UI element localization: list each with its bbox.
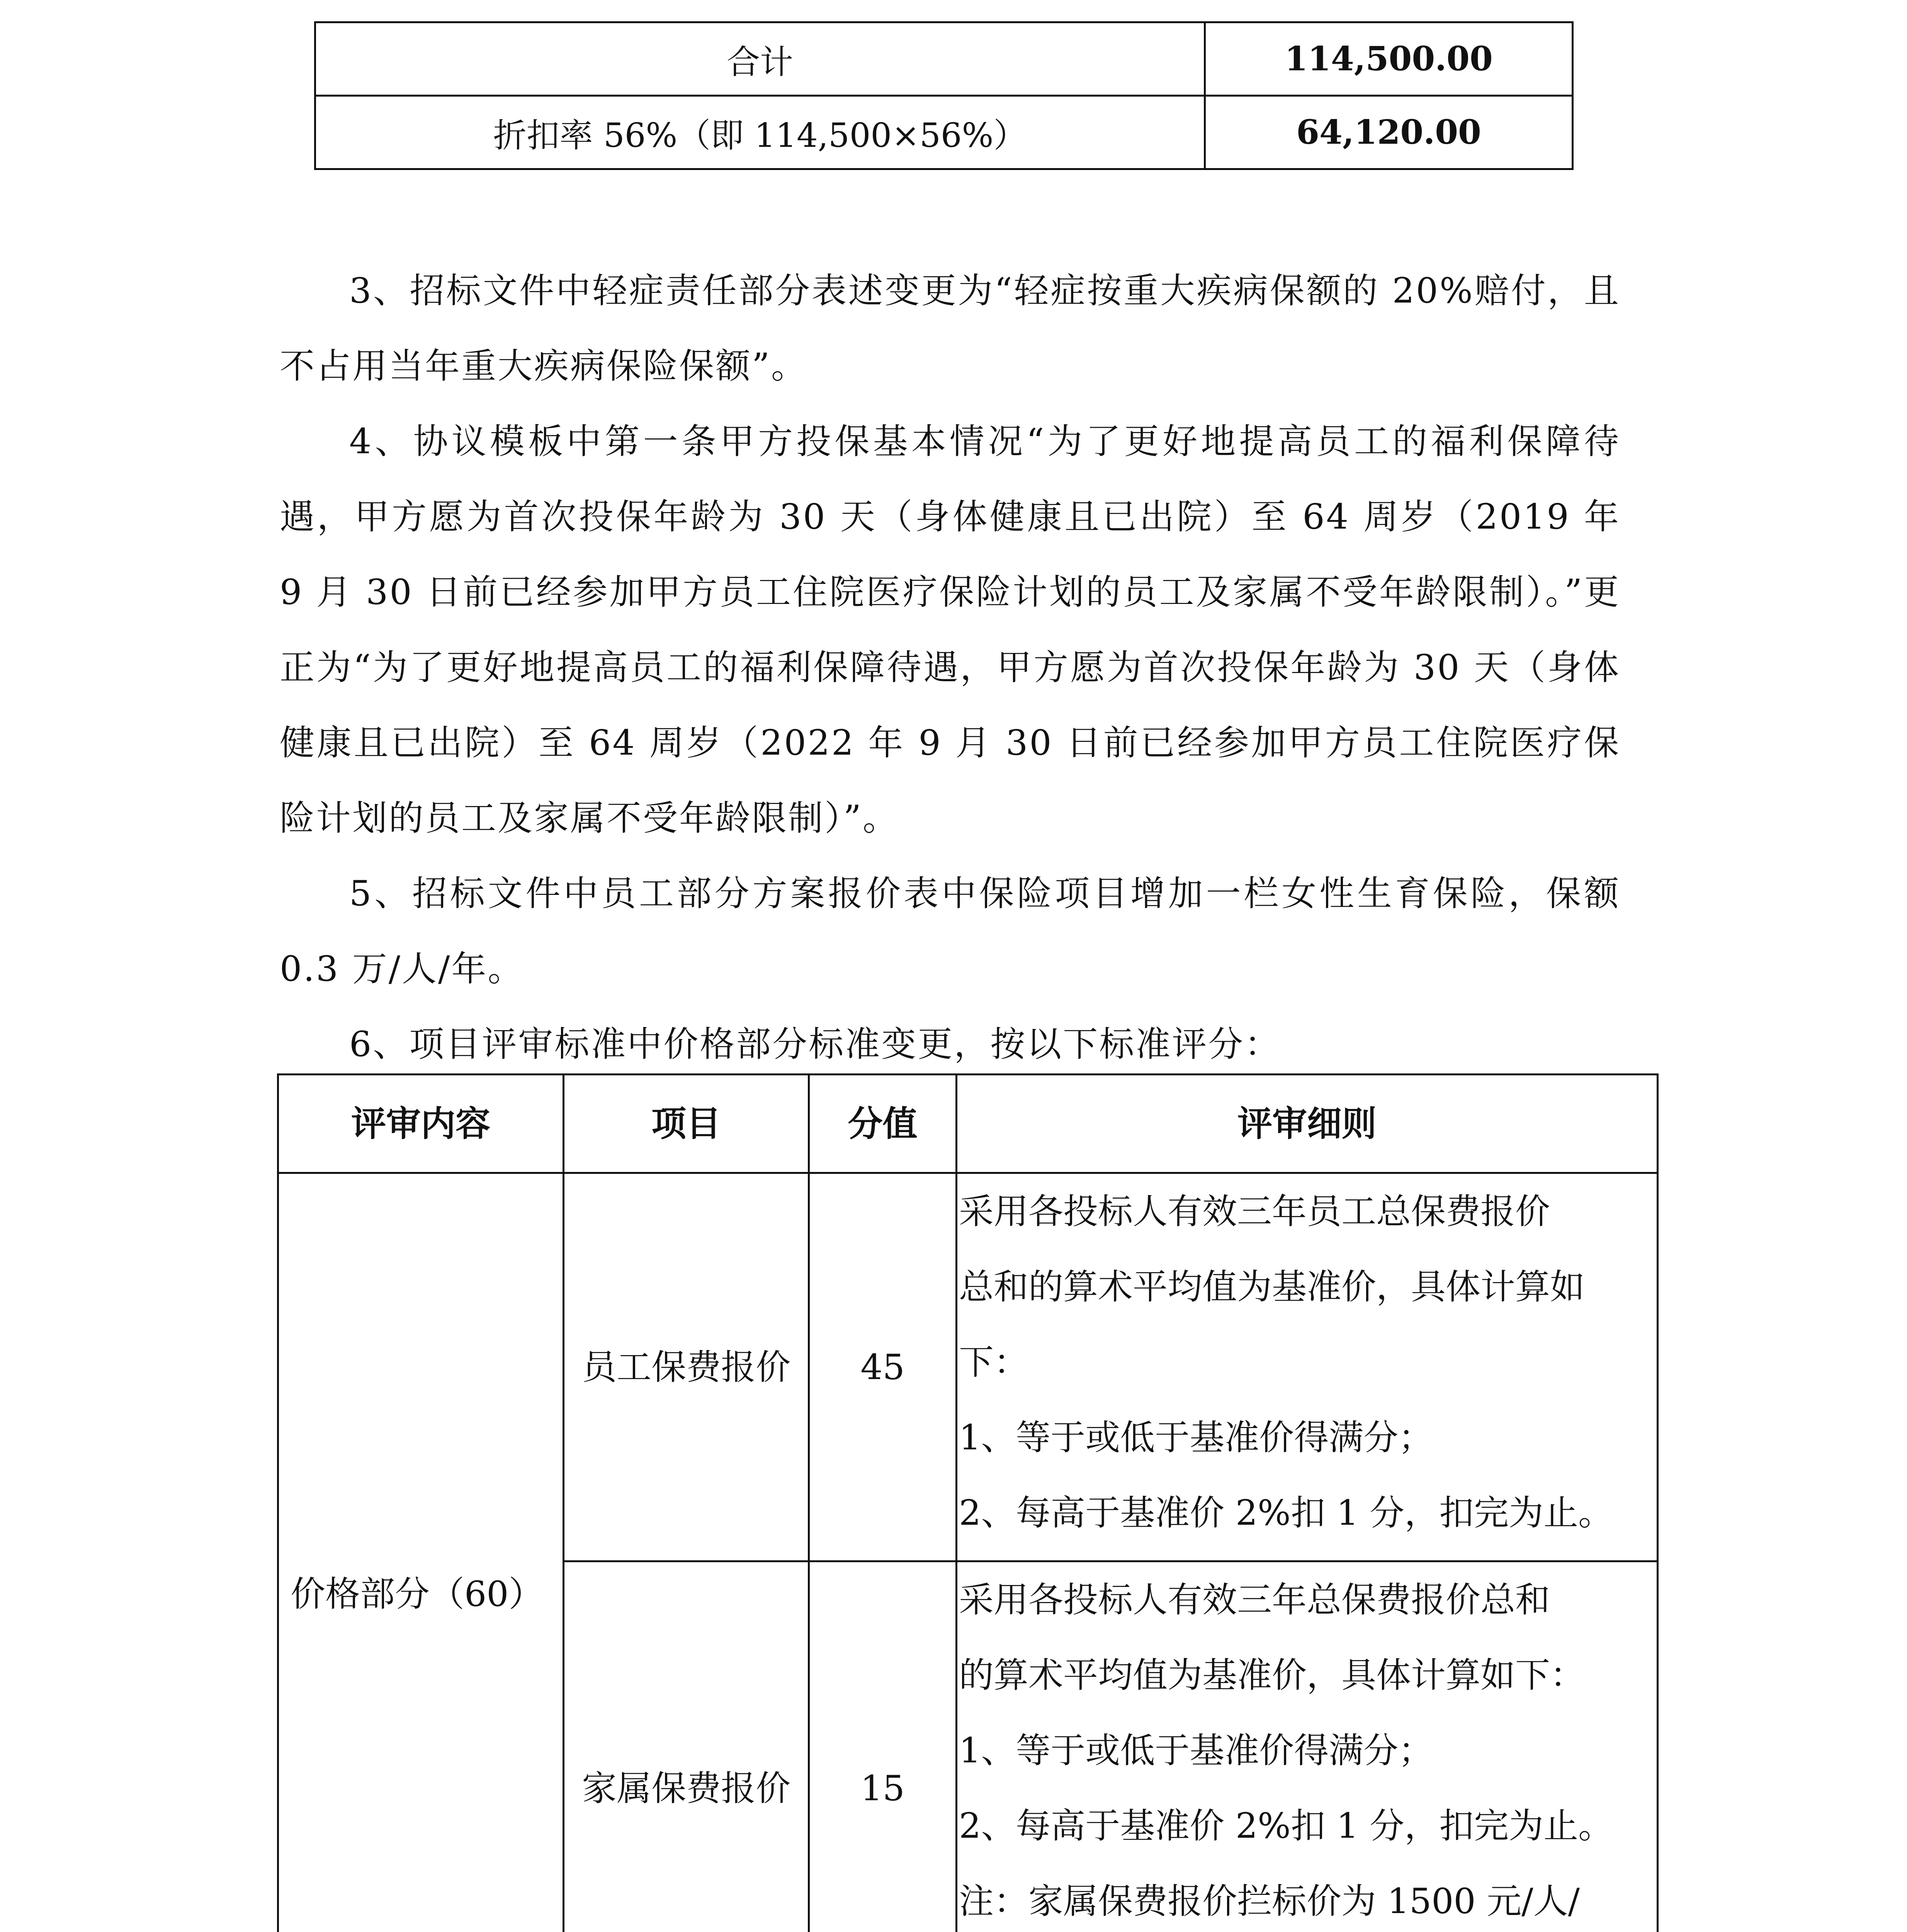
discount-value: 64,120.00 bbox=[1205, 96, 1573, 169]
score-cell: 45 bbox=[809, 1173, 957, 1561]
rules-cell bbox=[957, 1173, 1658, 1561]
rule-line: 下： bbox=[959, 1342, 1029, 1383]
paragraph-3: 3、招标文件中轻症责任部分表述变更为“轻症按重大疾病保额的 20%赔付，且不占用当年重大疾病保险保额”。 bbox=[280, 270, 1620, 386]
rule-line: 采用各投标人有效三年员工总保费报价 bbox=[959, 1191, 1550, 1232]
total-label: 合计 bbox=[315, 22, 1205, 96]
rules-cell bbox=[957, 1561, 1658, 1932]
table-row bbox=[278, 1173, 1658, 1561]
paragraph-4: 4、协议模板中第一条甲方投保基本情况“为了更好地提高员工的福利保障待遇，甲方愿为首次投保年龄为 30 天（身体健康且已出院）至 64 周岁（2019 年 9 月 30 日前已经参加甲方员工住院医疗保险计划的员工及家属不受年龄限制）。”更正为“为了更好地提高员工的福利保障待遇，甲方愿为首次投保年龄为 30 天（身体健康且已出院）至 64 周岁（2022 年 9 月 30 日前已经参加甲方员工住院医疗保险计划的员工及家属不受年龄限制）”。 bbox=[280, 421, 1620, 838]
header-item: 项目 bbox=[564, 1075, 809, 1173]
rule-line: 1、等于或低于基准价得满分； bbox=[959, 1730, 1433, 1771]
header-score: 分值 bbox=[809, 1075, 957, 1173]
header-review-content: 评审内容 bbox=[278, 1075, 564, 1173]
table-row bbox=[315, 22, 1573, 96]
header-rules: 评审细则 bbox=[957, 1075, 1658, 1173]
summary-table bbox=[314, 21, 1574, 170]
rule-line: 2、每高于基准价 2%扣 1 分，扣完为止。 bbox=[959, 1493, 1613, 1533]
discount-label: 折扣率 56%（即 114,500×56%） bbox=[315, 96, 1205, 169]
scoring-table bbox=[277, 1073, 1659, 1932]
category-cell: 价格部分（60） bbox=[278, 1173, 564, 1932]
rule-line: 采用各投标人有效三年总保费报价总和 bbox=[959, 1580, 1550, 1620]
score-cell: 15 bbox=[809, 1561, 957, 1932]
table-row bbox=[315, 96, 1573, 169]
total-value: 114,500.00 bbox=[1205, 22, 1573, 96]
rule-line: 总和的算术平均值为基准价，具体计算如 bbox=[959, 1267, 1585, 1307]
rule-line: 注：家属保费报价拦标价为 1500 元/人/ bbox=[959, 1881, 1580, 1922]
item-cell: 家属保费报价 bbox=[564, 1561, 809, 1932]
table-header-row bbox=[278, 1075, 1658, 1173]
paragraph-5: 5、招标文件中员工部分方案报价表中保险项目增加一栏女性生育保险，保额 0.3 万/人/年。 bbox=[280, 873, 1620, 989]
rule-line: 的算术平均值为基准价，具体计算如下： bbox=[959, 1655, 1585, 1696]
paragraph-6: 6、项目评审标准中价格部分标准变更，按以下标准评分： bbox=[349, 1024, 1281, 1065]
rule-line: 1、等于或低于基准价得满分； bbox=[959, 1417, 1433, 1458]
item-cell: 员工保费报价 bbox=[564, 1173, 809, 1561]
rule-line: 2、每高于基准价 2%扣 1 分，扣完为止。 bbox=[959, 1806, 1613, 1846]
